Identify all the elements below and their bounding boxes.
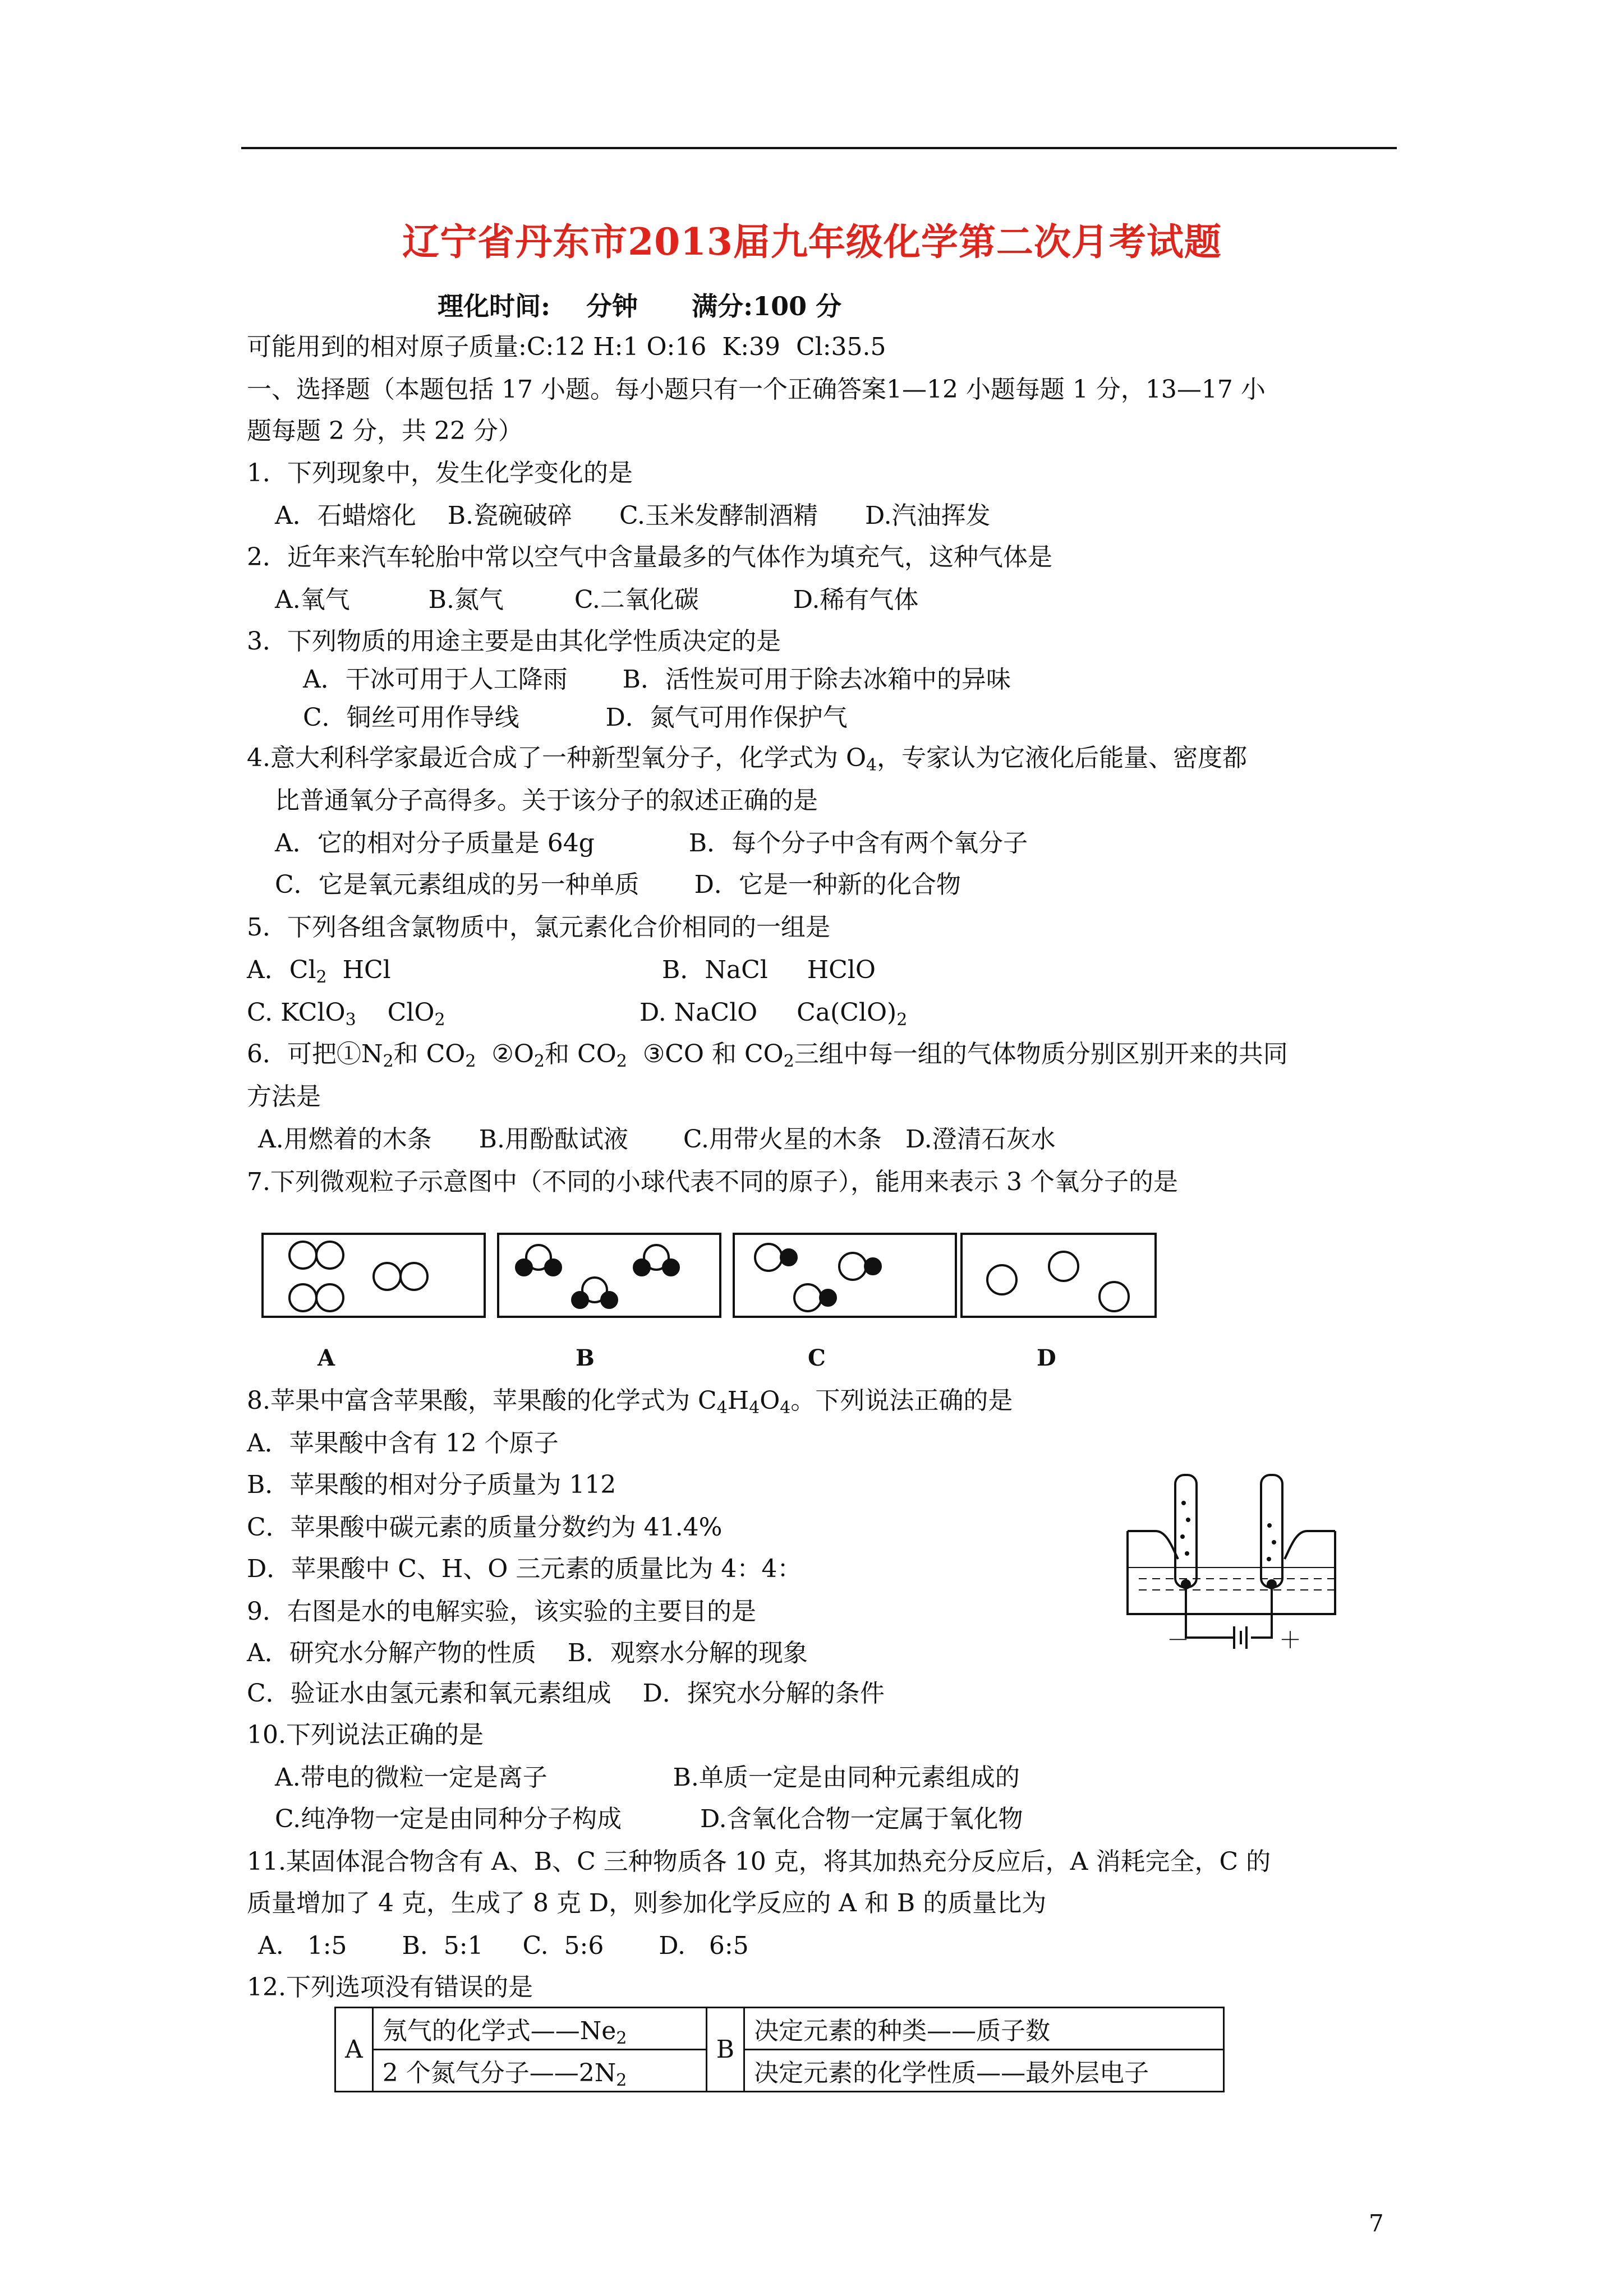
exam-title: 辽宁省丹东市2013届九年级化学第二次月考试题 — [402, 220, 1222, 264]
q4-stem-2: 比普通氧分子高得多。关于该分子的叙述正确的是 — [275, 786, 818, 815]
q11-options: A. 1:5 B. 5:1 C. 5:6 D. 6:5 — [258, 1931, 749, 1960]
q12-cell-a-row2: 2 个氮气分子$——2N_2$ — [372, 2050, 706, 2092]
q12-cell-a-row1: 氖气的化学式$——Ne_2$ — [372, 2008, 706, 2050]
table-row — [335, 2008, 1224, 2050]
q11-stem-2: 质量增加了 4 克，生成了 8 克 D，则参加化学反应的 A 和 B 的质量比为 — [247, 1889, 1047, 1917]
q5-option-b: B．NaCl HClO — [662, 956, 876, 984]
q8-option-b: B．苹果酸的相对分子质量为 112 — [247, 1470, 617, 1499]
q7-label-a: A — [318, 1345, 335, 1371]
header-rule — [241, 147, 1397, 149]
q4-options-1: A．它的相对分子质量是 64g B．每个分子中含有两个氧分子 — [275, 829, 1028, 857]
q1-stem: 1．下列现象中，发生化学变化的是 — [247, 459, 633, 487]
q2-options: A.氧气 B.氮气 C.二氧化碳 D.稀有气体 — [275, 585, 919, 614]
q10-options-1: A.带电的微粒一定是离子 B.单质一定是由同种元素组成的 — [275, 1763, 1020, 1792]
q10-stem: 10.下列说法正确的是 — [247, 1721, 484, 1749]
q12-cell-a-label: A — [335, 2008, 373, 2092]
q6-options: A.用燃着的木条 B.用酚酞试液 C.用带火星的木条 D.澄清石灰水 — [258, 1125, 1056, 1154]
q12-cell-b-row1: 决定元素的种类——质子数 — [744, 2008, 1224, 2050]
q7-stem: 7.下列微观粒子示意图中（不同的小球代表不同的原子），能用来表示 3 个氧分子的是 — [247, 1168, 1178, 1196]
q3-options-2: C．铜丝可用作导线 D．氮气可用作保护气 — [303, 703, 848, 732]
q7-label-c: C — [808, 1345, 826, 1371]
q8-stem: 8.苹果中富含苹果酸，苹果酸的化学式为 $C_4H_4O_4$。下列说法正确的是 — [247, 1386, 1013, 1418]
q7-molecules-a — [264, 1235, 488, 1320]
q5-option-a: A．$Cl_2$ HCl — [247, 956, 391, 987]
q8-option-a: A．苹果酸中含有 12 个原子 — [247, 1429, 559, 1458]
q2-stem: 2．近年来汽车轮胎中常以空气中含量最多的气体作为填充气，这种气体是 — [247, 543, 1052, 571]
q4-stem-1: 4.意大利科学家最近合成了一种新型氧分子，化学式为 $O_4$，专家认为它液化后能量、密度都 — [247, 744, 1248, 775]
q12-cell-b-label: B — [706, 2008, 744, 2092]
q6-stem-2: 方法是 — [247, 1082, 321, 1111]
q12-cell-b-row2: 决定元素的化学性质——最外层电子 — [744, 2050, 1224, 2092]
q10-options-2: C.纯净物一定是由同种分子构成 D.含氧化合物一定属于氧化物 — [275, 1805, 1023, 1833]
electrolysis-apparatus — [1116, 1469, 1352, 1671]
q7-diagram-b — [497, 1233, 721, 1318]
q7-diagram-c — [733, 1233, 957, 1318]
q7-molecules-b — [499, 1235, 724, 1320]
q7-diagram-d — [960, 1233, 1157, 1318]
q3-options-1: A．干冰可用于人工降雨 B．活性炭可用于除去冰箱中的异味 — [303, 665, 1011, 694]
exam-subtitle: 理化时间: 分钟 满分:100 分 — [438, 291, 842, 321]
positive-terminal-label: ＋ — [1279, 1628, 1301, 1653]
q3-stem: 3．下列物质的用途主要是由其化学性质决定的是 — [247, 627, 781, 656]
section-heading-line1: 一、选择题（本题包括 17 小题。每小题只有一个正确答案1—12 小题每题 1 分，13—17 小 — [247, 375, 1266, 404]
q5-option-d: D. NaClO $Ca(ClO)_2$ — [640, 998, 908, 1030]
q5-option-c: C. KClO$_3$ ClO$_2$ — [247, 998, 445, 1030]
table-row — [335, 2050, 1224, 2092]
negative-terminal-label: － — [1167, 1628, 1189, 1653]
q9-options-2: C．验证水由氢元素和氧元素组成 D．探究水分解的条件 — [247, 1679, 885, 1708]
atomic-masses: 可能用到的相对原子质量:C:12 H:1 O:16 K:39 Cl:35.5 — [247, 333, 886, 361]
q7-molecules-d — [963, 1235, 1159, 1320]
q12-stem: 12.下列选项没有错误的是 — [247, 1973, 533, 2002]
section-heading-line2: 题每题 2 分，共 22 分） — [247, 417, 523, 445]
q12-table — [334, 2007, 1225, 2092]
q5-stem: 5．下列各组含氯物质中，氯元素化合价相同的一组是 — [247, 913, 830, 942]
q6-stem-1: 6．可把$①N_2$和 $CO_2$ $②O_2$和 $CO_2$ ③CO 和 $CO_2$三组中每一组的气体物质分别区别开来的共同 — [247, 1040, 1288, 1071]
q11-stem-1: 11.某固体混合物含有 A、B、C 三种物质各 10 克，将其加热充分反应后，A 消耗完全，C 的 — [247, 1847, 1271, 1876]
q7-molecules-c — [735, 1235, 959, 1320]
q1-options: A．石蜡熔化 B.瓷碗破碎 C.玉米发酵制酒精 D.汽油挥发 — [275, 501, 991, 530]
q9-options-1: A．研究水分解产物的性质 B．观察水分解的现象 — [247, 1639, 808, 1667]
q8-option-d: D．苹果酸中 C、H、O 三元素的质量比为 4：4： — [247, 1555, 802, 1583]
q9-stem: 9．右图是水的电解实验，该实验的主要目的是 — [247, 1597, 756, 1626]
q8-option-c: C．苹果酸中碳元素的质量分数约为 41.4% — [247, 1513, 723, 1542]
q7-label-d: D — [1037, 1345, 1056, 1371]
page-number: 7 — [1369, 2210, 1384, 2237]
q7-diagram-a — [261, 1233, 486, 1318]
q4-options-2: C．它是氧元素组成的另一种单质 D．它是一种新的化合物 — [275, 870, 961, 899]
q7-label-b: B — [576, 1345, 595, 1371]
